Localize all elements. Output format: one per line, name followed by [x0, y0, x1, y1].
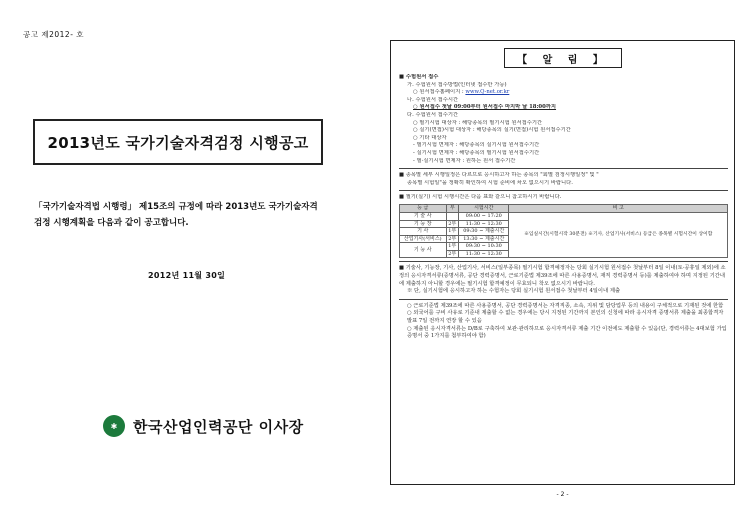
notice-box [390, 40, 735, 498]
th-note: 비 고 [509, 204, 728, 212]
cell-time: 11:30 ~ 12:30 [459, 220, 509, 228]
notice-content [399, 74, 728, 341]
cell-grade: 기 사 [400, 228, 447, 236]
divider [399, 168, 728, 169]
notice-header: 【 알 림 】 [504, 48, 622, 68]
period-other-1: - 필기시험 면제자 : 해당종목의 실기시험 원서접수기간 [413, 142, 540, 149]
docs-condition-3: ○ 제출된 응시자격서류는 D/B로 구축하여 보관·관리하므로 응시자격서류 제출 기간 이전에도 제출할 수 있음(단, 경력서류는 4대보험 가입증명서 중 1가지를 첨부하여야 함) [407, 325, 727, 340]
period-written: ○ 필기시험 대상자 : 해당종목의 필기시험 원서접수기간 [413, 119, 543, 126]
table-header-row [400, 204, 728, 212]
cell-part: 1부 [446, 243, 459, 251]
application-hours: ○ 원서접수 첫날 09:00부터 원서접수 마지막 날 18:00까지 [413, 104, 557, 111]
intro-text [34, 199, 334, 231]
docs-condition-2: ○ 외국어를 구비 사유로 기준내 제출할 수 없는 경우에는 당시 지정된 기간까지 본인의 신청에 따라 응시자격 증명서류 제출을 최종합격자 발표 7일 전까지 연장 할 수 있음 [407, 310, 724, 325]
docs-condition-1: ○ 근로기준법 제39조에 따른 사용증명서, 공단 경력증명서는 자격직종, 소속, 지위 및 담당업무 등의 내용이 구체적으로 기재된 것에 한함 [407, 302, 724, 309]
period-practical: ○ 실기(면접)시험 대상자 : 해당종목의 실기(면접)시험 원서접수기간 [413, 127, 571, 134]
cell-time: 09:00 ~ 17:20 [459, 212, 509, 220]
cell-grade: 기 능 사 [400, 243, 447, 258]
cell-time: 09:30 ~ 10:30 [459, 243, 509, 251]
period-other-3: - 필·실기시험 면제자 : 원하는 원서 접수기간 [413, 157, 516, 164]
exam-time-table [399, 204, 728, 259]
cell-part: 2부 [446, 235, 459, 243]
th-part: 부 [446, 204, 459, 212]
application-method: 가. 수험원서 접수방법(인터넷 접수만 가능) [407, 81, 507, 88]
application-site-label: ○ 원서접수홈페이지 : [413, 89, 466, 96]
cell-part: 2부 [446, 220, 459, 228]
divider [399, 299, 728, 300]
qnet-link[interactable]: www.Q-net.or.kr [465, 89, 510, 96]
announcement-date: 2012년 11월 30일 [148, 271, 226, 280]
section-application: ■ 수험원서 접수 [399, 74, 439, 80]
cell-time: 09:30 ~ 제출시간 [459, 228, 509, 236]
schedule-note-2: 종목별 시험일"을 정확히 확인하여 시험 준비에 차오 없으시기 바랍니다. [407, 179, 573, 186]
exam-time-title: ■ 필기(실기) 시험 시행시간은 다음 표와 같으니 참고하시기 바랍니다. [399, 194, 562, 201]
th-grade: 등 급 [400, 204, 447, 212]
intro-line-1: 「국가기술자격법 시행령」 제15조의 규정에 따라 2013년도 국가기술자격 [34, 202, 318, 212]
intro-line-2: 검정 시행계획을 다음과 같이 공고합니다. [34, 218, 189, 228]
period-other: ○ 기타 대상자 [413, 134, 447, 141]
org-signature [103, 415, 304, 437]
divider [399, 261, 728, 262]
qualification-docs-note: ※ 단, 실기시험에 응시하고자 하는 수험자는 당회 실기시험 원서접수 첫날부터 4일이내 제출 [407, 288, 621, 295]
cell-grade: 기 술 사 [400, 212, 447, 220]
cell-grade: 기 능 장 [400, 220, 447, 228]
table-row [400, 212, 728, 220]
notice-number: 공고 제2012- 호 [23, 30, 85, 39]
cell-time: 11:30 ~ 12:30 [459, 250, 509, 258]
th-time: 시험시간 [459, 204, 509, 212]
schedule-note-1: ■ 종목별 세부 시행일정은 다르므로 응시하고자 하는 종목의 "회별 검정시행일정" 및 " [399, 172, 599, 179]
page-title: 2013년도 국가기술자격검정 시행공고 [47, 133, 309, 152]
org-name: 한국산업인력공단 이사장 [133, 417, 304, 436]
cell-part: 1부 [446, 228, 459, 236]
application-period-title: 다. 수험원서 접수기간 [407, 111, 459, 118]
cell-note: ※입실시간(시험시작 30분전) ※기사, 산업기사(서비스) 등급은 종목별 시험시간이 상이함 [509, 212, 728, 258]
cell-time: 13:30 ~ 제출시간 [459, 235, 509, 243]
cell-part: 2부 [446, 250, 459, 258]
cell-grade: 산업기사(서비스) [400, 235, 447, 243]
period-other-2: - 실기시험 면제자 : 해당종목의 필기시험 원서접수기간 [413, 149, 540, 156]
title-box [33, 119, 323, 165]
divider [399, 190, 728, 191]
page-number: - 2 - [556, 491, 569, 498]
qualification-docs-notice: ■ 기술사, 기능장, 기사, 산업기사, 서비스(일부종목) 필기시험 합격예정자는 당회 실기시험 원서접수 첫날부터 8일 이내(토·공휴일 제외)에 소정의 응시자격서류(증명서류, 공단 경력증명서, 근로기준법 제39조에 따른 사용증명서, 재직 경력증명서 등)를 제출하여야 하며 지정된 기간내에 제출하지 아니할 경우에는 필기시험 합격예정이 무효되니 착오 없으시기 바랍니다. [399, 265, 726, 287]
hrdkorea-logo-icon: ✱ [103, 415, 125, 437]
application-hours-title: 나. 수험원서 접수시간 [407, 96, 459, 103]
application-site [399, 89, 728, 97]
cell-part [446, 212, 459, 220]
